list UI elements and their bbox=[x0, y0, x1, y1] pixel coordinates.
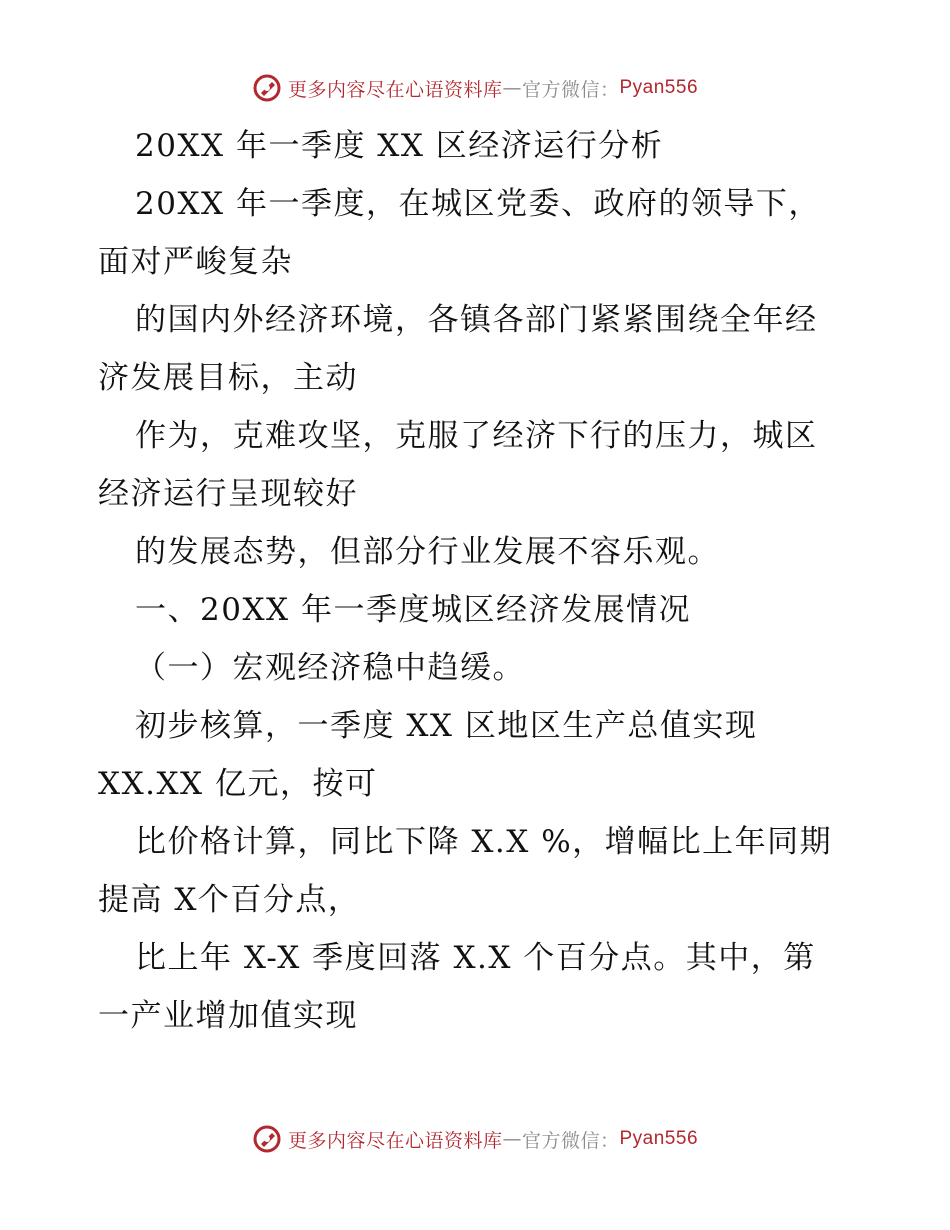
paragraph-line: 一产业增加值实现 bbox=[98, 998, 358, 1034]
paragraph-line: 面对严峻复杂 bbox=[98, 244, 293, 280]
paragraph-line: 初步核算，一季度 XX 区地区生产总值实现 bbox=[135, 708, 758, 744]
document-title: 20XX 年一季度 XX 区经济运行分析 bbox=[135, 128, 664, 164]
watermark-wechat-label: 官方微信： bbox=[521, 78, 620, 101]
paragraph-line: 作为，克难攻坚，克服了经济下行的压力，城区 bbox=[135, 418, 818, 454]
watermark-brand: 更多内容尽在心语资料库 bbox=[287, 1129, 503, 1152]
pen-swirl-logo-icon bbox=[252, 73, 282, 103]
document-body bbox=[98, 117, 858, 1045]
paragraph-line: 提高 X个百分点， bbox=[98, 882, 361, 918]
watermark-header bbox=[0, 73, 950, 103]
subsection-heading: （一）宏观经济稳中趋缓。 bbox=[135, 650, 525, 686]
paragraph-line: 经济运行呈现较好 bbox=[98, 476, 358, 512]
watermark-brand: 更多内容尽在心语资料库 bbox=[287, 78, 503, 101]
watermark-dash: — bbox=[502, 1128, 522, 1150]
watermark-wechat-id: Pyan556 bbox=[619, 77, 699, 98]
paragraph-line: 比价格计算，同比下降 X.X %，增幅比上年同期 bbox=[135, 824, 833, 860]
paragraph-line: 20XX 年一季度，在城区党委、政府的领导下， bbox=[135, 186, 821, 222]
pen-swirl-logo-icon bbox=[252, 1124, 282, 1154]
paragraph-line: 的发展态势，但部分行业发展不容乐观。 bbox=[135, 534, 720, 570]
watermark-footer bbox=[0, 1124, 950, 1154]
section-heading: 一、20XX 年一季度城区经济发展情况 bbox=[135, 592, 691, 628]
paragraph-line: XX.XX 亿元，按可 bbox=[98, 766, 378, 802]
watermark-wechat-label: 官方微信： bbox=[521, 1129, 620, 1152]
paragraph-line: 的国内外经济环境，各镇各部门紧紧围绕全年经 bbox=[135, 302, 818, 338]
paragraph-line: 比上年 X-X 季度回落 X.X 个百分点。其中，第 bbox=[135, 940, 816, 976]
paragraph-line: 济发展目标，主动 bbox=[98, 360, 358, 396]
watermark-wechat-id: Pyan556 bbox=[619, 1128, 699, 1149]
watermark-dash: — bbox=[502, 77, 522, 99]
